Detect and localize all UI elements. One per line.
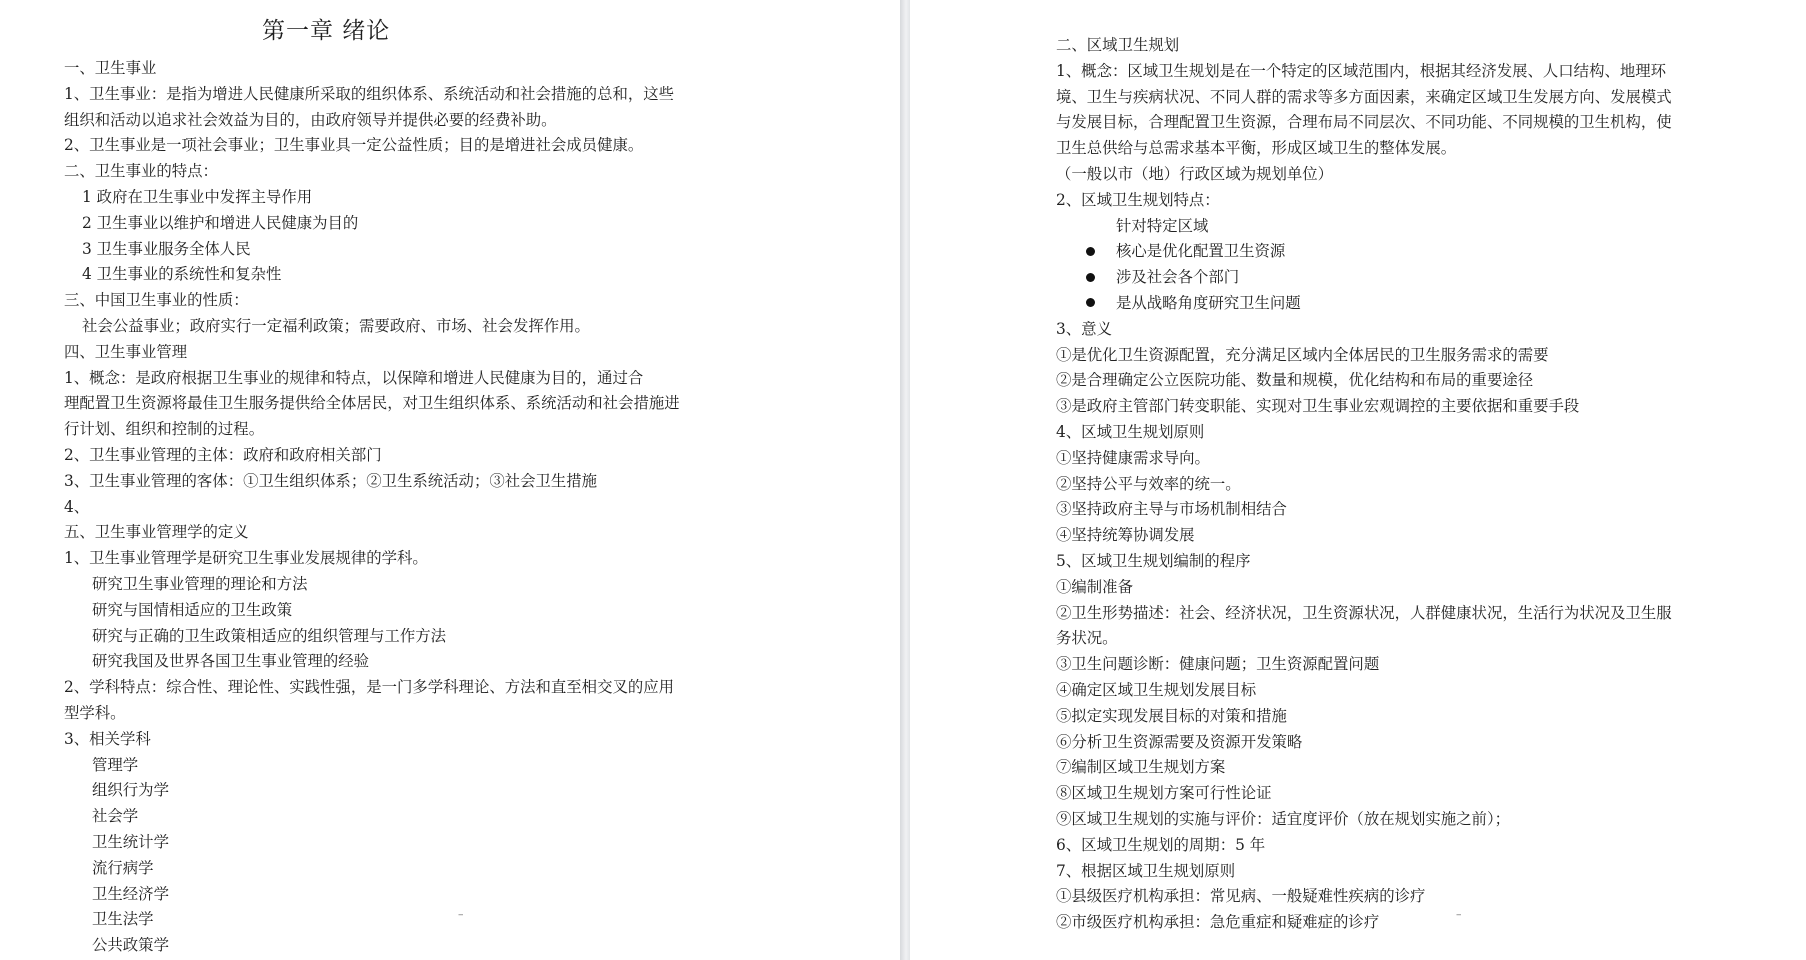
section-heading: 2、区域卫生规划特点： xyxy=(1056,190,1220,209)
paragraph-line: 社会公益事业；政府实行一定福利政策；需要政府、市场、社会发挥作用。 xyxy=(82,316,590,335)
bullet-text: 核心是优化配置卫生资源 xyxy=(1116,242,1286,261)
section-heading: 5、区域卫生规划编制的程序 xyxy=(1056,551,1251,570)
paragraph-line: 行计划、组织和控制的过程。 xyxy=(64,420,265,439)
list-item: 针对特定区域 xyxy=(1116,216,1209,235)
paragraph-line: ②市级医疗机构承担：急危重症和疑难症的诊疗 xyxy=(1056,913,1380,932)
section-heading: 7、根据区域卫生规划原则 xyxy=(1056,861,1236,880)
section-heading: 五、卫生事业管理学的定义 xyxy=(64,523,249,542)
paragraph-line: ④坚持统筹协调发展 xyxy=(1056,526,1195,545)
paragraph-line: ①坚持健康需求导向。 xyxy=(1056,448,1210,467)
bullet-text: 涉及社会各个部门 xyxy=(1116,268,1240,287)
left-text-block xyxy=(64,56,764,959)
paragraph-line: 卫生总供给与总需求基本平衡，形成区域卫生的整体发展。 xyxy=(1056,139,1457,158)
list-item: 公共政策学 xyxy=(92,936,169,955)
paragraph-line: ④确定区域卫生规划发展目标 xyxy=(1056,680,1257,699)
chapter-title: 第一章 绪论 xyxy=(262,18,391,44)
paragraph-line: 与发展目标，合理配置卫生资源，合理布局不同层次、不同功能、不同规模的卫生机构，使 xyxy=(1056,113,1672,132)
section-heading: 4、区域卫生规划原则 xyxy=(1056,422,1205,441)
bullet-item xyxy=(1056,239,1776,265)
paragraph-line: 组织和活动以追求社会效益为目的，由政府领导并提供必要的经费补助。 xyxy=(64,110,557,129)
page-footer-mark: – xyxy=(1456,908,1462,921)
paragraph-line: ⑧区域卫生规划方案可行性论证 xyxy=(1056,784,1272,803)
section-heading: 3、意义 xyxy=(1056,319,1112,338)
page-footer-mark: – xyxy=(458,908,464,921)
list-item: 卫生经济学 xyxy=(92,884,169,903)
paragraph-line: 3、卫生事业管理的客体：①卫生组织体系；②卫生系统活动；③社会卫生措施 xyxy=(64,471,598,490)
paragraph-line: 1、卫生事业管理学是研究卫生事业发展规律的学科。 xyxy=(64,549,428,568)
paragraph-line: 1、卫生事业：是指为增进人民健康所采取的组织体系、系统活动和社会措施的总和，这些 xyxy=(64,84,675,103)
list-item: 3 卫生事业服务全体人民 xyxy=(82,239,251,258)
paragraph-line: 型学科。 xyxy=(64,703,126,722)
bullet-icon xyxy=(1086,247,1095,256)
paragraph-line: ③是政府主管部门转变职能、实现对卫生事业宏观调控的主要依据和重要手段 xyxy=(1056,397,1580,416)
left-page xyxy=(0,0,900,960)
paragraph-line: （一般以市（地）行政区域为规划单位） xyxy=(1056,164,1334,183)
list-item: 卫生法学 xyxy=(92,910,154,929)
list-item: 研究与国情相适应的卫生政策 xyxy=(92,600,293,619)
section-heading: 三、中国卫生事业的性质： xyxy=(64,291,249,310)
paragraph-line: ⑦编制区域卫生规划方案 xyxy=(1056,758,1226,777)
paragraph-line: ①县级医疗机构承担：常见病、一般疑难性疾病的诊疗 xyxy=(1056,887,1426,906)
section-heading: 二、区域卫生规划 xyxy=(1056,36,1180,54)
paragraph-line: 境、卫生与疾病状况、不同人群的需求等多方面因素，来确定区域卫生发展方向、发展模式 xyxy=(1056,87,1672,106)
section-heading: 一、卫生事业 xyxy=(64,59,157,77)
paragraph-line: 6、区域卫生规划的周期：5 年 xyxy=(1056,835,1266,854)
paragraph-line: ⑨区域卫生规划的实施与评价：适宜度评价（放在规划实施之前）； xyxy=(1056,809,1511,828)
list-item: 1 政府在卫生事业中发挥主导作用 xyxy=(82,187,313,206)
paragraph-line: ①编制准备 xyxy=(1056,577,1133,596)
paragraph-line: 2、卫生事业是一项社会事业；卫生事业具一定公益性质；目的是增进社会成员健康。 xyxy=(64,136,644,155)
section-heading: 3、相关学科 xyxy=(64,729,151,748)
paragraph-line: 2、卫生事业管理的主体：政府和政府相关部门 xyxy=(64,445,382,464)
bullet-item xyxy=(1056,291,1776,317)
paragraph-line: ②坚持公平与效率的统一。 xyxy=(1056,474,1241,493)
section-heading: 四、卫生事业管理 xyxy=(64,342,188,361)
list-item: 4 卫生事业的系统性和复杂性 xyxy=(82,265,282,284)
paragraph-line: ②是合理确定公立医院功能、数量和规模，优化结构和布局的重要途径 xyxy=(1056,371,1534,390)
list-item: 研究卫生事业管理的理论和方法 xyxy=(92,574,308,593)
paragraph-line: 1、概念：区域卫生规划是在一个特定的区域范围内，根据其经济发展、人口结构、地理环 xyxy=(1056,61,1667,80)
list-item: 卫生统计学 xyxy=(92,832,169,851)
list-item: 组织行为学 xyxy=(92,781,169,800)
list-item: 社会学 xyxy=(92,807,139,826)
paragraph-line: ②卫生形势描述：社会、经济状况，卫生资源状况，人群健康状况，生活行为状况及卫生服 xyxy=(1056,603,1672,622)
list-item: 研究我国及世界各国卫生事业管理的经验 xyxy=(92,652,370,671)
paragraph-line: 理配置卫生资源将最佳卫生服务提供给全体居民，对卫生组织体系、系统活动和社会措施进 xyxy=(64,394,680,413)
list-item: 2 卫生事业以维护和增进人民健康为目的 xyxy=(82,213,359,232)
bullet-text: 是从战略角度研究卫生问题 xyxy=(1116,293,1301,312)
paragraph-line: ③坚持政府主导与市场机制相结合 xyxy=(1056,500,1287,519)
bullet-item xyxy=(1056,265,1776,291)
section-heading: 二、卫生事业的特点： xyxy=(64,162,218,181)
bullet-icon xyxy=(1086,298,1095,307)
paragraph-line: ⑥分析卫生资源需要及资源开发策略 xyxy=(1056,732,1303,751)
bullet-icon xyxy=(1086,273,1095,282)
list-item: 流行病学 xyxy=(92,858,154,877)
paragraph-line: 2、学科特点：综合性、理论性、实践性强，是一门多学科理论、方法和直至相交叉的应用 xyxy=(64,678,675,697)
list-item: 管理学 xyxy=(92,755,139,774)
paragraph-line: 务状况。 xyxy=(1056,629,1118,648)
paragraph-line: ⑤拟定实现发展目标的对策和措施 xyxy=(1056,706,1287,725)
paragraph-line: 1、概念：是政府根据卫生事业的规律和特点，以保障和增进人民健康为目的，通过合 xyxy=(64,368,644,387)
page-gutter xyxy=(900,0,910,960)
paragraph-line: 4、 xyxy=(64,497,90,516)
right-page xyxy=(910,0,1806,960)
paragraph-line: ①是优化卫生资源配置，充分满足区域内全体居民的卫生服务需求的需要 xyxy=(1056,345,1549,364)
right-text-block xyxy=(1056,33,1776,936)
list-item: 研究与正确的卫生政策相适应的组织管理与工作方法 xyxy=(92,626,446,645)
paragraph-line: ③卫生问题诊断：健康问题；卫生资源配置问题 xyxy=(1056,655,1380,674)
